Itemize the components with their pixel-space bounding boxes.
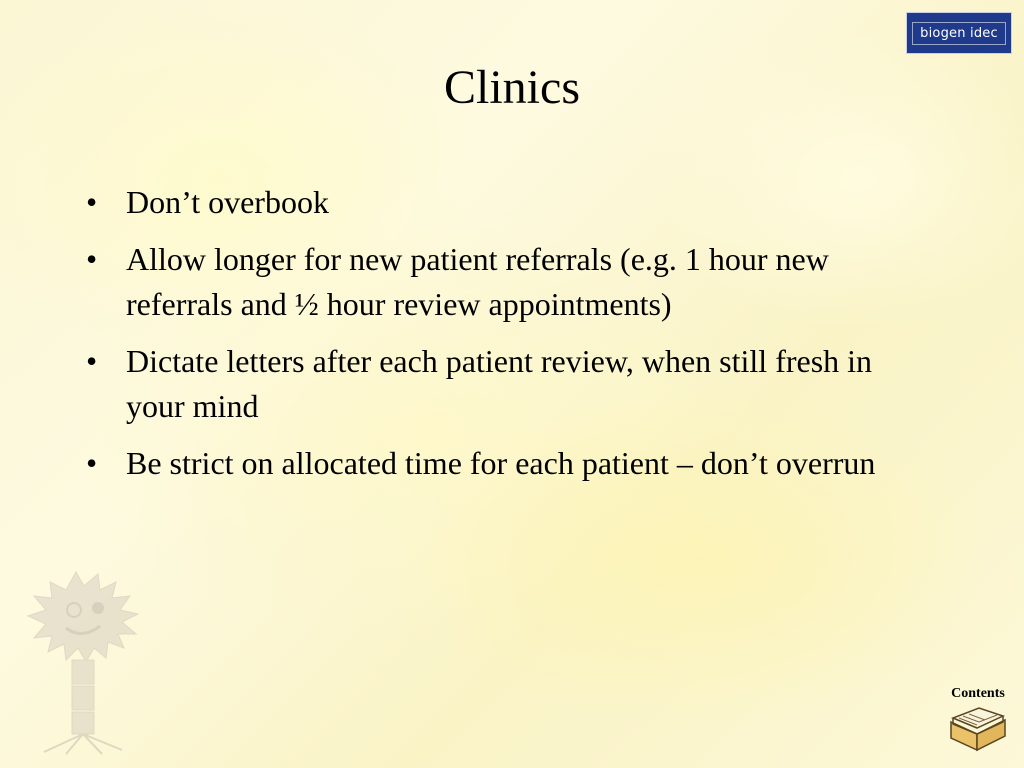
bullet-item [86, 441, 936, 486]
biogen-idec-logo [906, 12, 1012, 54]
slide-title: Clinics [443, 61, 580, 114]
bullet-marker: • [86, 445, 98, 481]
sun-face-figure-icon [14, 568, 154, 758]
bullet-marker: • [86, 343, 98, 379]
bullet-text: Allow longer for new patient referrals (e.g. 1 hour new referrals and ½ hour review appointments) [126, 241, 829, 322]
bullet-text: Dictate letters after each patient review, when still fresh in your mind [126, 343, 873, 424]
bullet-item [86, 339, 936, 429]
logo-text: biogen idec [912, 22, 1006, 45]
bullet-text: Be strict on allocated time for each patient – don’t overrun [126, 445, 876, 481]
bullet-marker: • [86, 184, 98, 220]
bullet-text: Don’t overbook [126, 184, 329, 220]
book-icon [945, 704, 1011, 754]
bullet-item [86, 180, 936, 225]
bullet-list [86, 180, 936, 498]
bullet-item [86, 237, 936, 327]
contents-link[interactable] [938, 686, 1018, 754]
bullet-marker: • [86, 241, 98, 277]
contents-label: Contents [951, 686, 1005, 701]
